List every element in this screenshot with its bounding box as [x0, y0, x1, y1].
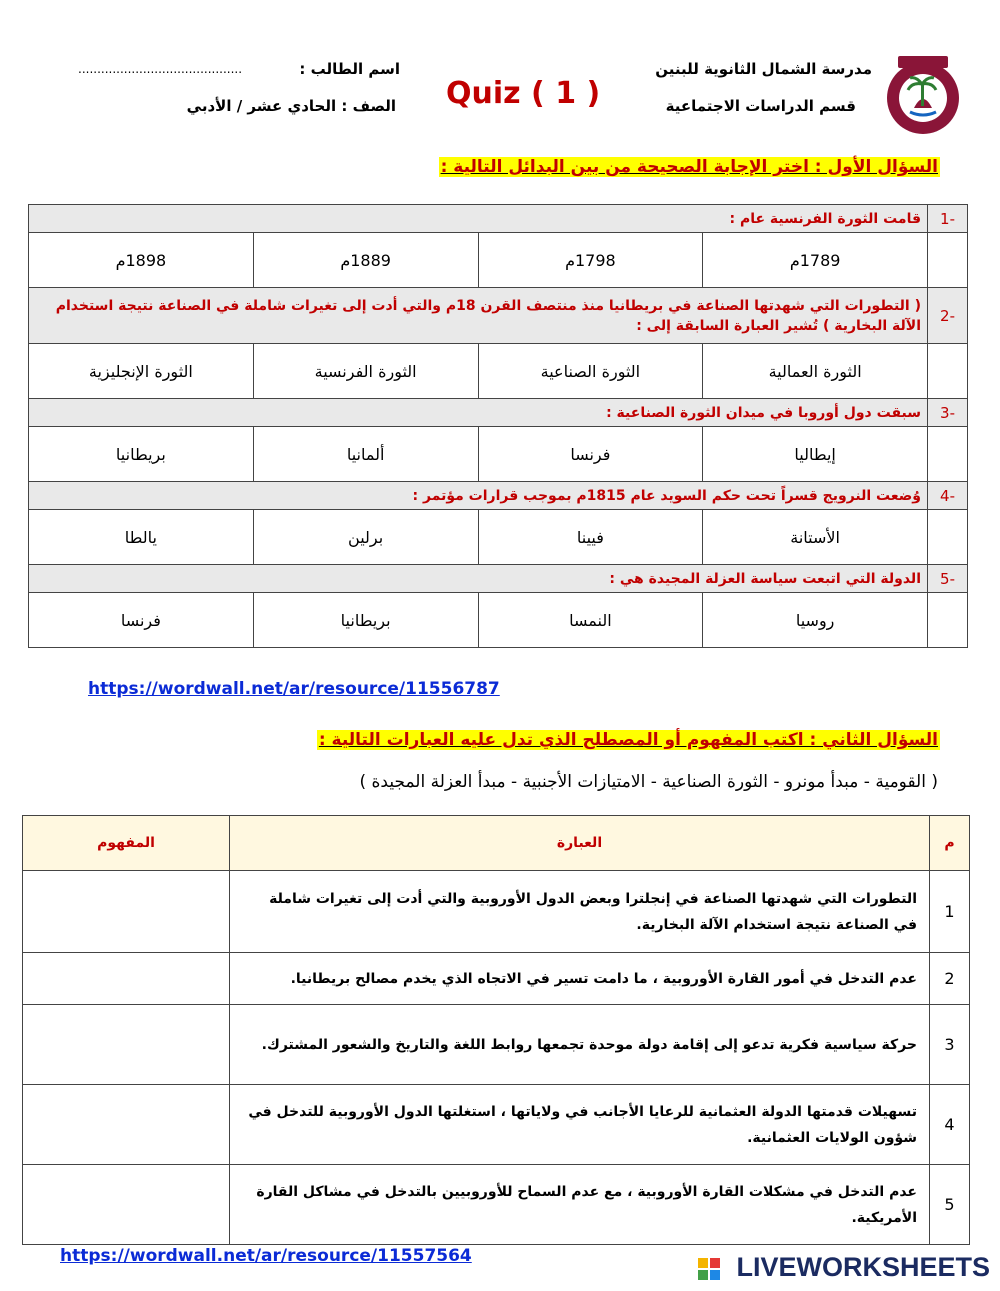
- liveworksheets-brand: LIVEWORKSHEETS: [736, 1252, 990, 1282]
- row-number: 4: [930, 1085, 970, 1165]
- options-row: [29, 233, 968, 288]
- option[interactable]: الأستانة: [703, 510, 928, 565]
- option[interactable]: النمسا: [478, 593, 703, 648]
- row-number: 2: [930, 953, 970, 1005]
- concept-answer-field[interactable]: [23, 871, 230, 953]
- option[interactable]: روسيا: [703, 593, 928, 648]
- concept-answer-field[interactable]: [23, 1165, 230, 1245]
- option[interactable]: 1889م: [253, 233, 478, 288]
- liveworksheets-logo-icon: [698, 1258, 720, 1280]
- option[interactable]: ألمانيا: [253, 427, 478, 482]
- section2-table: [22, 815, 970, 1245]
- question-text: ( التطورات التي شهدتها الصناعة في بريطانيا منذ منتصف القرن 18م والتي أدت إلى تغيرات شاملة في الصناعة نتيجة استخدام الآلة البخارية ) تُشير العبارة السابقة إلى :: [29, 288, 928, 344]
- student-name-label: اسم الطالب :: [299, 60, 400, 78]
- row-statement: التطورات التي شهدتها الصناعة في إنجلترا وبعض الدول الأوروبية والتي أدت إلى تغيرات شاملة في الصناعة نتيجة استخدام الآلة البخارية.: [230, 871, 930, 953]
- options-row: [29, 344, 968, 399]
- wordwall-link-2[interactable]: https://wordwall.net/ar/resource/11557564: [60, 1246, 472, 1266]
- row-statement: حركة سياسية فكرية تدعو إلى إقامة دولة موحدة تجمعها روابط اللغة والتاريخ والشعور المشترك.: [230, 1005, 930, 1085]
- concept-choices: ( القومية - مبدأ مونرو - الثورة الصناعية - الامتيازات الأجنبية - مبدأ العزلة المجيدة ): [359, 772, 938, 792]
- table-row: [23, 871, 970, 953]
- option[interactable]: بريطانيا: [253, 593, 478, 648]
- options-row: [29, 427, 968, 482]
- option[interactable]: 1898م: [29, 233, 254, 288]
- section1-table: [28, 204, 968, 648]
- option[interactable]: الثورة الفرنسية: [253, 344, 478, 399]
- row-number: 5: [930, 1165, 970, 1245]
- concept-answer-field[interactable]: [23, 1005, 230, 1085]
- table-row: [23, 1005, 970, 1085]
- row-statement: عدم التدخل في مشكلات القارة الأوروبية ، مع عدم السماح للأوروبيين بالتدخل في مشاكل القارة الأمريكية.: [230, 1165, 930, 1245]
- question-number: -3: [928, 399, 968, 427]
- table-row: [23, 1085, 970, 1165]
- question-text: الدولة التي اتبعت سياسة العزلة المجيدة هي :: [29, 565, 928, 593]
- section1-title: السؤال الأول : اختر الإجابة الصحيحة من بين البدائل التالية :: [440, 157, 938, 177]
- question-row: [29, 565, 968, 593]
- option[interactable]: إيطاليا: [703, 427, 928, 482]
- concept-answer-field[interactable]: [23, 953, 230, 1005]
- option[interactable]: 1789م: [703, 233, 928, 288]
- question-text: وُضعت النرويج قسراً تحت حكم السويد عام 1815م بموجب قرارات مؤتمر :: [29, 482, 928, 510]
- option[interactable]: الثورة الصناعية: [478, 344, 703, 399]
- question-number: -1: [928, 205, 968, 233]
- table-row: [23, 953, 970, 1005]
- grade-label: الصف : الحادي عشر / الأدبي: [186, 97, 396, 115]
- concept-answer-field[interactable]: [23, 1085, 230, 1165]
- question-row: [29, 205, 968, 233]
- header-statement: العبارة: [230, 816, 930, 871]
- ministry-logo: [884, 54, 962, 140]
- option[interactable]: برلين: [253, 510, 478, 565]
- question-text: سبقت دول أوروبا في ميدان الثورة الصناعية :: [29, 399, 928, 427]
- table-row: [23, 1165, 970, 1245]
- table-header: [23, 816, 970, 871]
- header-concept: المفهوم: [23, 816, 230, 871]
- wordwall-link-1[interactable]: https://wordwall.net/ar/resource/11556787: [88, 679, 500, 699]
- row-statement: عدم التدخل في أمور القارة الأوروبية ، ما دامت تسير في الاتجاه الذي يخدم مصالح بريطانيا.: [230, 953, 930, 1005]
- row-number: 1: [930, 871, 970, 953]
- option[interactable]: بريطانيا: [29, 427, 254, 482]
- question-number: -5: [928, 565, 968, 593]
- option[interactable]: الثورة العمالية: [703, 344, 928, 399]
- option[interactable]: يالطا: [29, 510, 254, 565]
- option[interactable]: فيينا: [478, 510, 703, 565]
- header-num: م: [930, 816, 970, 871]
- options-row: [29, 510, 968, 565]
- question-row: [29, 399, 968, 427]
- row-statement: تسهيلات قدمتها الدولة العثمانية للرعايا الأجانب في ولاياتها ، استغلتها الدول الأوروبية للتدخل في شؤون الولايات العثمانية.: [230, 1085, 930, 1165]
- row-number: 3: [930, 1005, 970, 1085]
- options-row: [29, 593, 968, 648]
- question-row: [29, 482, 968, 510]
- school-name: مدرسة الشمال الثانوية للبنين: [655, 60, 872, 78]
- option[interactable]: الثورة الإنجليزية: [29, 344, 254, 399]
- quiz-title: Quiz ( 1 ): [446, 76, 601, 111]
- question-row: [29, 288, 968, 344]
- question-text: قامت الثورة الفرنسية عام :: [29, 205, 928, 233]
- section2-title: السؤال الثاني : اكتب المفهوم أو المصطلح الذي تدل عليه العبارات التالية :: [318, 730, 938, 750]
- option[interactable]: فرنسا: [29, 593, 254, 648]
- student-name-field[interactable]: ...........................................: [78, 62, 243, 76]
- option[interactable]: فرنسا: [478, 427, 703, 482]
- question-number: -4: [928, 482, 968, 510]
- department-name: قسم الدراسات الاجتماعية: [665, 97, 856, 115]
- question-number: -2: [928, 288, 968, 344]
- option[interactable]: 1798م: [478, 233, 703, 288]
